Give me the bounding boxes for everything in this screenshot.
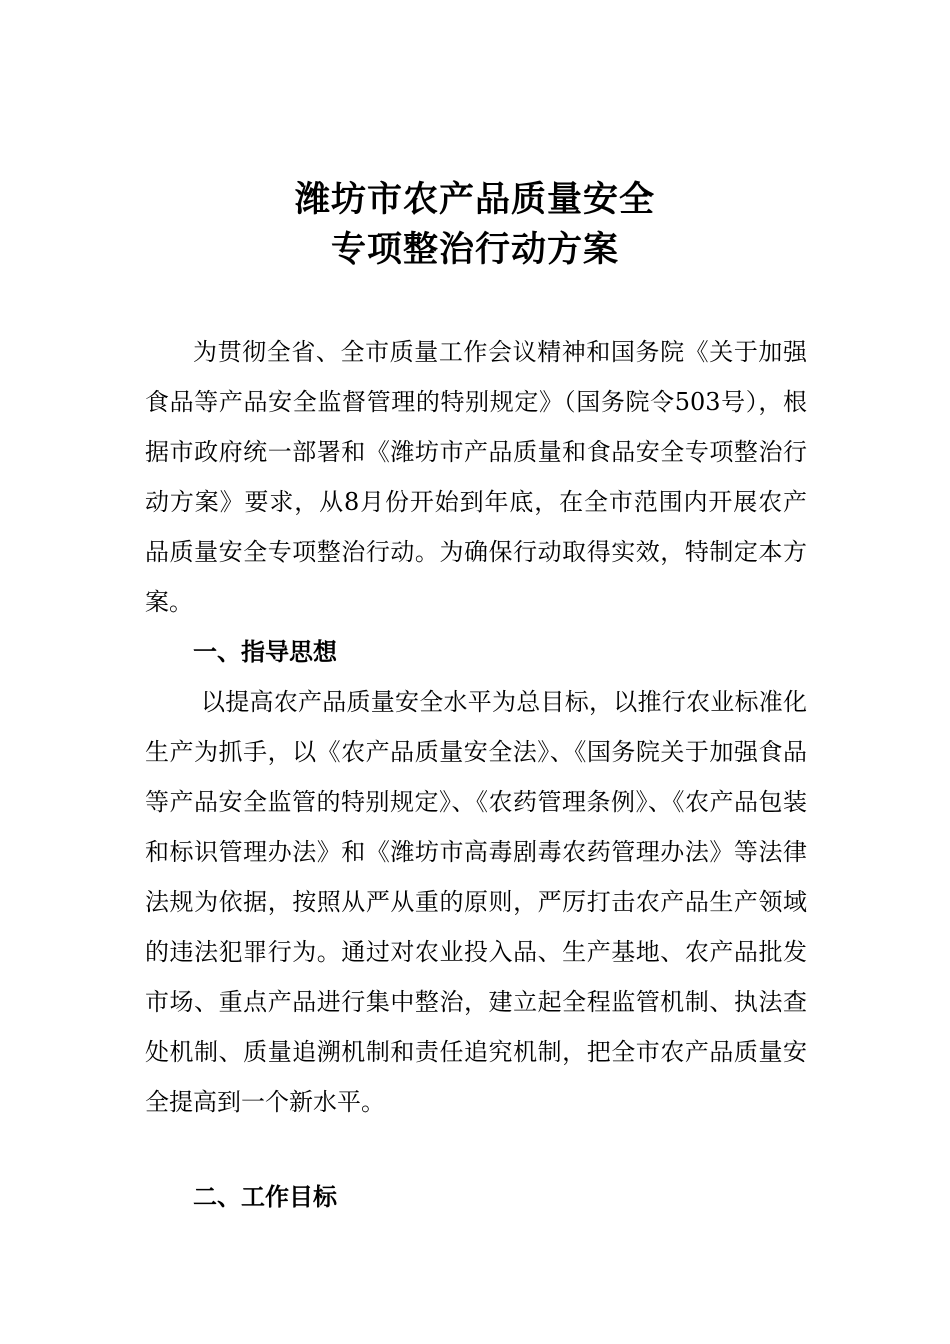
intro-paragraph: 为贯彻全省、全市质量工作会议精神和国务院《关于加强食品等产品安全监督管理的特别规定》（国务院令503号），根据市政府统一部署和《潍坊市产品质量和食品安全专项整治行动方案》要求，从8月份开始到年底，在全市范围内开展农产品质量安全专项整治行动。为确保行动取得实效，特制定本方案。 <box>145 338 807 616</box>
guiding-ideology-paragraph: 以提高农产品质量安全水平为总目标，以推行农业标准化生产为抓手，以《农产品质量安全法》、《国务院关于加强食品等产品安全监管的特别规定》、《农药管理条例》、《农产品包装和标识管理办法》和《潍坊市高毒剧毒农药管理办法》等法律法规为依据，按照从严从重的原则，严厉打击农产品生产领域的违法犯罪行为。通过对农业投入品、生产基地、农产品批发市场、重点产品进行集中整治，建立起全程监管机制、执法查处机制、质量追溯机制和责任追究机制，把全市农产品质量安全提高到一个新水平。 <box>145 688 807 1116</box>
section-heading-work-goals: 二、工作目标 <box>193 1183 337 1211</box>
document-title-line-1: 潍坊市农产品质量安全 <box>294 180 655 220</box>
section-heading-guiding-ideology: 一、指导思想 <box>193 638 337 666</box>
document-title-line-2: 专项整治行动方案 <box>330 230 619 270</box>
